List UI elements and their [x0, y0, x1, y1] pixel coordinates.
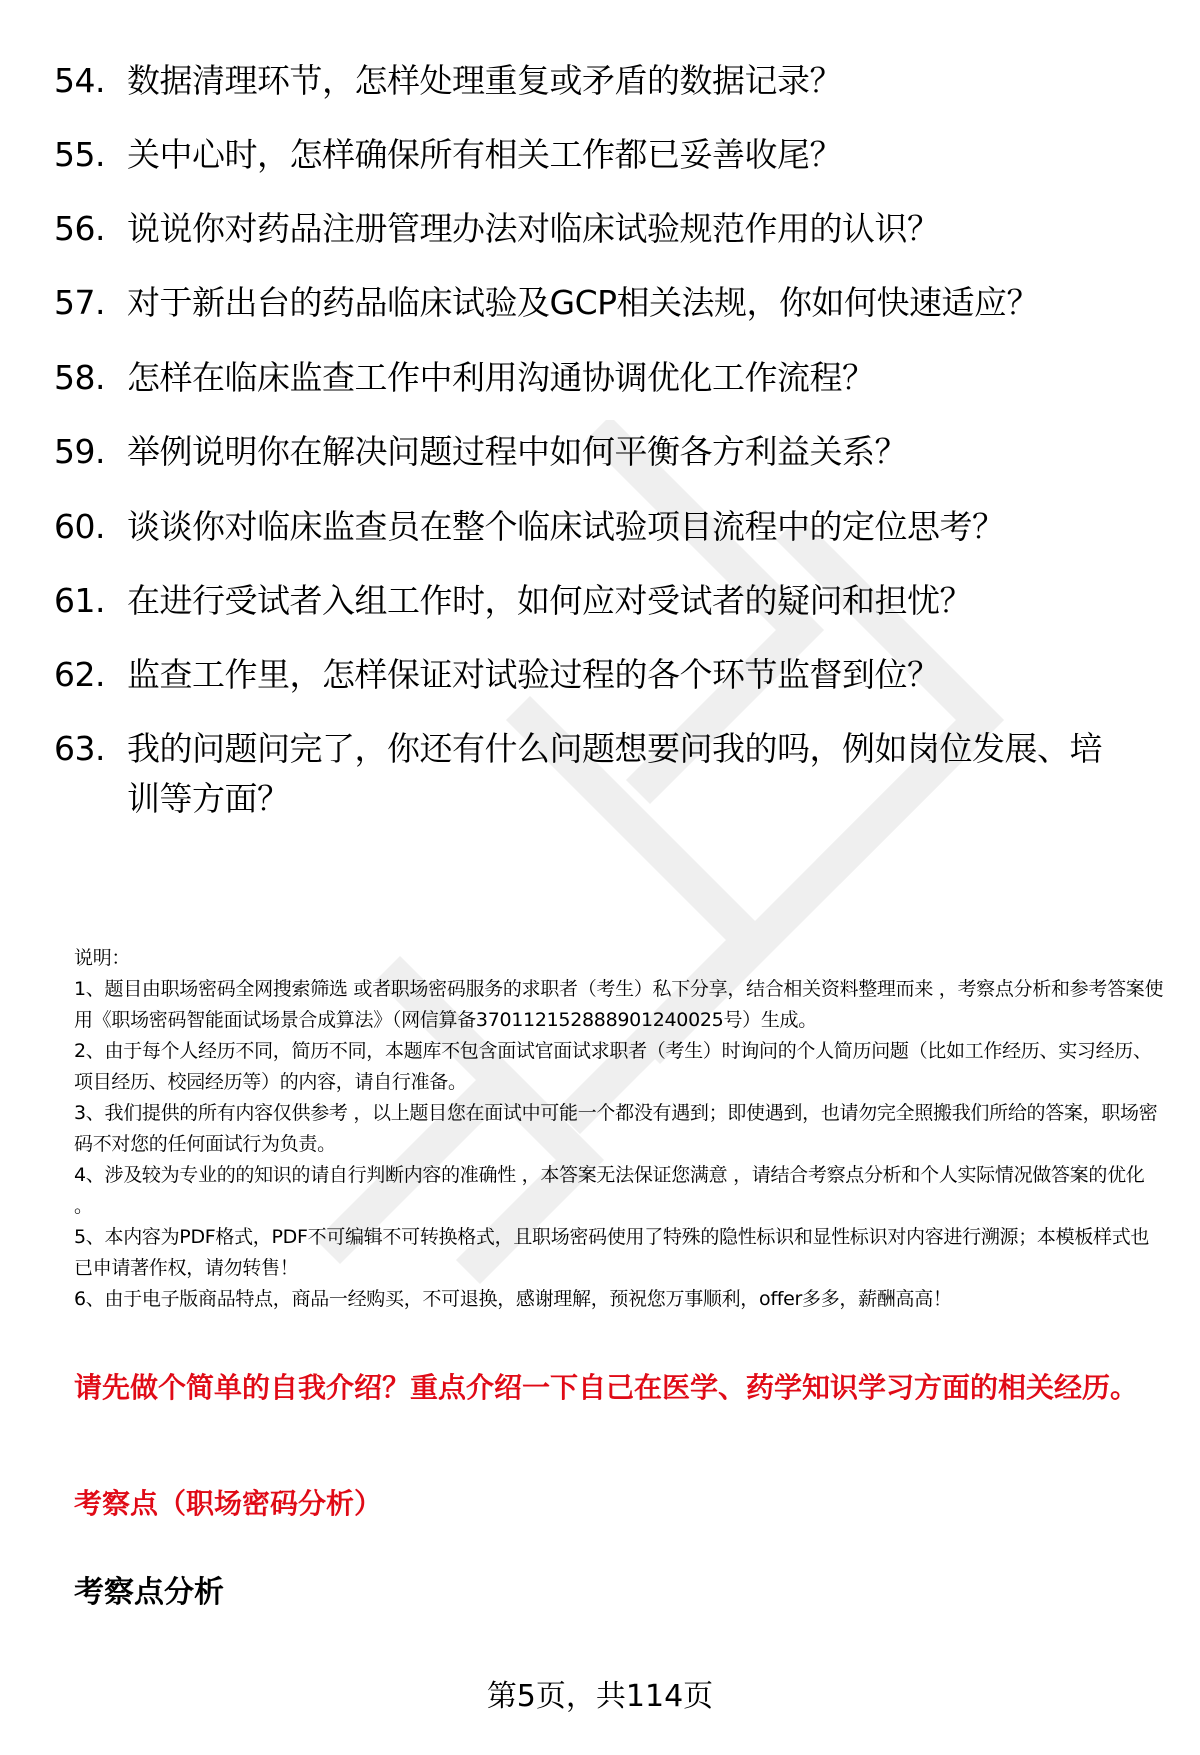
- question-item: [54, 204, 1107, 254]
- question-item: [54, 353, 1107, 403]
- question-number: 59.: [54, 432, 105, 471]
- note-item: 3、我们提供的所有内容仅供参考 ，以上题目您在面试中可能一个都没有遇到；即使遇到，也请勿完全照搬我们所给的答案，职场密码不对您的任何面试行为负责。: [74, 1102, 1158, 1155]
- question-number: 61.: [54, 581, 105, 620]
- notes-title: 说明：: [74, 947, 131, 969]
- question-number: 54.: [54, 61, 105, 100]
- question-item: [54, 650, 1107, 700]
- analysis-heading: 考察点分析: [74, 1575, 224, 1610]
- question-number: 62.: [54, 655, 105, 694]
- featured-question: 请先做个简单的自我介绍？重点介绍一下自己在医学、药学知识学习方面的相关经历。: [74, 1371, 1139, 1404]
- note-item: 2、由于每个人经历不同，简历不同，本题库不包含面试官面试求职者（考生）时询问的个人简历问题（比如工作经历、实习经历、项目经历、校园经历等）的内容，请自行准备。: [74, 1040, 1152, 1093]
- question-item: [54, 502, 1107, 552]
- question-number: 60.: [54, 507, 105, 546]
- disclaimer-notes: [74, 943, 1164, 1315]
- question-number: 55.: [54, 135, 105, 174]
- question-item: [54, 724, 1107, 824]
- question-text: 说说你对药品注册管理办法对临床试验规范作用的认识？: [127, 209, 940, 248]
- question-text: 我的问题问完了，你还有什么问题想要问我的吗，例如岗位发展、培训等方面？: [127, 729, 1102, 818]
- question-number: 57.: [54, 283, 105, 322]
- question-item: [54, 278, 1107, 328]
- question-number: 56.: [54, 209, 105, 248]
- question-item: [54, 427, 1107, 477]
- note-item: 1、题目由职场密码全网搜索筛选 或者职场密码服务的求职者（考生）私下分享，结合相关资料整理而来 ，考察点分析和参考答案使用《职场密码智能面试场景合成算法》（网信算备370112152888901240025号）生成。: [74, 978, 1164, 1031]
- page-number-footer: 第5页，共114页: [486, 1679, 714, 1714]
- question-text: 怎样在临床监查工作中利用沟通协调优化工作流程？: [127, 358, 875, 397]
- question-text: 对于新出台的药品临床试验及GCP相关法规，你如何快速适应？: [127, 283, 1040, 322]
- question-number: 58.: [54, 358, 105, 397]
- question-text: 举例说明你在解决问题过程中如何平衡各方利益关系？: [127, 432, 907, 471]
- question-text: 谈谈你对临床监查员在整个临床试验项目流程中的定位思考？: [127, 507, 1005, 546]
- question-item: [54, 56, 1107, 106]
- question-text: 数据清理环节，怎样处理重复或矛盾的数据记录？: [127, 61, 842, 100]
- question-number: 63.: [54, 729, 105, 768]
- note-item: 4、涉及较为专业的的知识的请自行判断内容的准确性 ，本答案无法保证您满意 ，请结合考察点分析和个人实际情况做答案的优化 。: [74, 1164, 1145, 1217]
- question-text: 关中心时，怎样确保所有相关工作都已妥善收尾？: [127, 135, 842, 174]
- question-item: [54, 576, 1107, 626]
- note-item: 6、由于电子版商品特点，商品一经购买，不可退换，感谢理解，预祝您万事顺利，offer多多，薪酬高高！: [74, 1288, 952, 1310]
- question-text: 监查工作里，怎样保证对试验过程的各个环节监督到位？: [127, 655, 940, 694]
- question-item: [54, 130, 1107, 180]
- question-text: 在进行受试者入组工作时，如何应对受试者的疑问和担忧？: [127, 581, 972, 620]
- featured-subtitle: 考察点（职场密码分析）: [74, 1487, 383, 1520]
- note-item: 5、本内容为PDF格式，PDF不可编辑不可转换格式，且职场密码使用了特殊的隐性标识和显性标识对内容进行溯源；本模板样式也已申请著作权，请勿转售！: [74, 1226, 1150, 1279]
